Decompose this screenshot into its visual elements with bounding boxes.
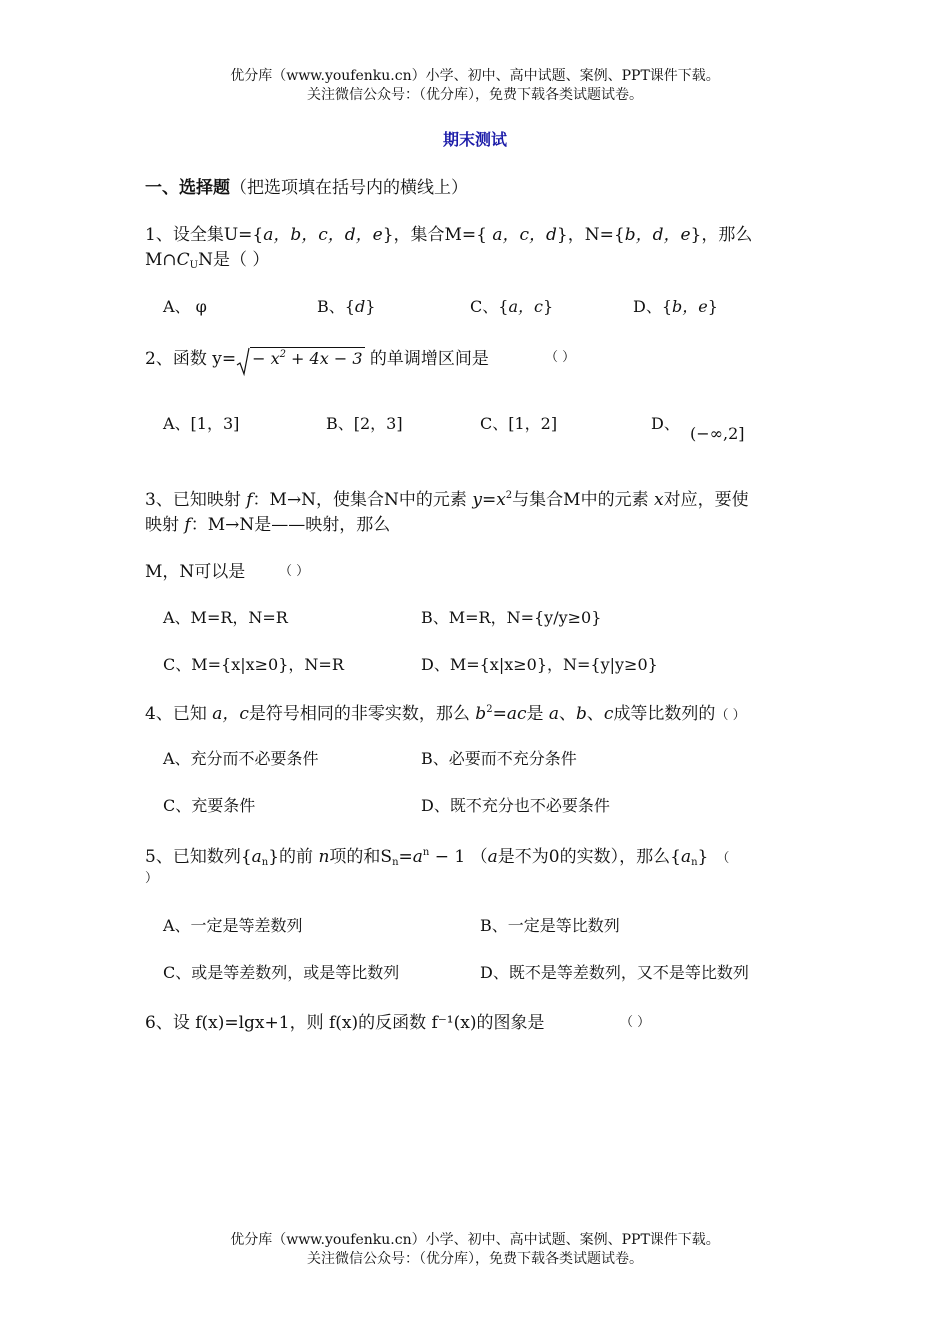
footer-line-2: 关注微信公众号：（优分库），免费下载各类试题试卷。	[307, 1251, 643, 1267]
q5-var: a	[412, 847, 423, 867]
q4-var: ac	[506, 704, 527, 724]
q5-text: 5、已知数列{	[145, 847, 252, 867]
q1-opt-text: C、{	[470, 297, 509, 316]
q3-var: x	[653, 490, 664, 510]
q1-text: N是（ ）	[198, 250, 270, 270]
q5-option-b[interactable]: B、一定是等比数列	[480, 916, 620, 935]
q5-exp: n	[422, 847, 430, 858]
q3-text: =	[481, 490, 497, 510]
q5-var: n	[318, 847, 330, 867]
q2-radicand-part: − x	[252, 349, 280, 368]
q1-opt-text: D、{	[633, 297, 673, 316]
q1-text: 1、设全集U={	[145, 225, 264, 245]
q4-option-c[interactable]: C、充要条件	[163, 796, 256, 815]
q3-option-c[interactable]: C、M={x|x≥0}，N=R	[163, 655, 344, 674]
q4-text: 、	[559, 704, 577, 724]
q4-text: 4、已知	[145, 704, 213, 724]
q1-opt-var: b，e	[672, 297, 708, 316]
q4-exp: 2	[486, 704, 493, 715]
q1-option-d[interactable]	[633, 294, 718, 317]
q2-option-d-value: (−∞,2]	[690, 424, 745, 443]
q3-answer-blank[interactable]: （ ）	[279, 564, 310, 579]
q2-text: 的单调增区间是	[364, 349, 489, 369]
q1-set-n: b，d，e	[624, 225, 691, 245]
q4-option-a[interactable]: A、充分而不必要条件	[163, 749, 319, 768]
q5-sub: n	[691, 857, 698, 868]
question-3-line-3: M，N可以是	[145, 562, 246, 582]
q2-radicand	[250, 347, 364, 368]
q4-var: b	[475, 704, 487, 724]
section-note: （把选项填在括号内的横线上）	[230, 178, 468, 198]
q4-option-b[interactable]: B、必要而不充分条件	[421, 749, 577, 768]
q3-option-b[interactable]: B、M=R，N={y/y≥0}	[421, 608, 602, 627]
q5-answer-blank-close[interactable]: ）	[145, 871, 159, 886]
q5-text: }的前	[268, 847, 319, 867]
q3-option-a[interactable]: A、M=R，N=R	[163, 608, 288, 627]
q3-var: f	[184, 515, 191, 535]
q4-text: 是	[526, 704, 549, 724]
question-3-line-2	[145, 510, 390, 535]
q5-text: }	[697, 847, 709, 867]
q4-text: 成等比数列的	[613, 704, 716, 724]
q1-complement: C	[176, 250, 190, 270]
q1-option-c[interactable]	[470, 294, 553, 317]
section-label: 一、选择题	[145, 178, 230, 198]
q2-radicand-part: + 4x − 3	[285, 349, 363, 368]
q1-opt-var: a，c	[508, 297, 543, 316]
q2-answer-blank[interactable]: （ ）	[545, 350, 576, 365]
q3-text: ：M→N是——映射，那么	[190, 515, 391, 535]
q5-option-a[interactable]: A、一定是等差数列	[163, 916, 303, 935]
question-1-line-2	[145, 245, 269, 271]
question-3-line-1	[145, 485, 749, 510]
q4-answer-blank[interactable]: （ ）	[715, 708, 746, 723]
q3-var: x	[496, 490, 506, 510]
q1-opt-text: B、{	[317, 297, 355, 316]
sqrt-sign-icon	[236, 347, 250, 377]
question-4	[145, 699, 746, 724]
q1-opt-text: }	[365, 297, 376, 316]
q4-text: =	[492, 704, 507, 724]
header-line-1: 优分库（www.youfenku.cn）小学、初中、高中试题、案例、PPT课件下载。	[230, 68, 720, 84]
q1-set-m: a，c，d	[492, 225, 557, 245]
q3-var: y	[472, 490, 482, 510]
section-heading	[145, 173, 468, 198]
q1-text: }，N={	[556, 225, 625, 245]
q2-option-b[interactable]: B、[2，3]	[326, 414, 403, 433]
q5-sub: n	[261, 857, 269, 868]
q5-var: a	[251, 847, 262, 867]
q5-text: 项的和S	[329, 847, 393, 867]
q4-var: a	[548, 704, 560, 724]
page-title: 期末测试	[442, 130, 507, 149]
q1-opt-text: }	[542, 297, 554, 316]
question-1-line-1	[145, 220, 752, 245]
q1-text: }，那么	[690, 225, 753, 245]
q3-text: ：M→N，使集合N中的元素	[252, 490, 473, 510]
q3-text: 映射	[145, 515, 185, 535]
q3-var: f	[246, 490, 253, 510]
q3-option-d[interactable]: D、M={x|x≥0}，N={y|y≥0}	[421, 655, 658, 674]
question-5	[145, 842, 729, 868]
q5-option-d[interactable]: D、既不是等差数列，又不是等比数列	[480, 963, 749, 982]
q2-sqrt-expression	[236, 347, 364, 368]
question-2	[145, 344, 489, 369]
q1-opt-var: d	[354, 297, 366, 316]
q2-text: 2、函数 y=	[145, 349, 237, 369]
q5-text: 是不为0的实数），那么{	[497, 847, 681, 867]
q1-option-b[interactable]	[317, 294, 375, 317]
q5-sub: n	[392, 857, 399, 868]
q1-opt-text: }	[707, 297, 718, 316]
q3-text: 对应，要使	[663, 490, 749, 510]
q4-option-d[interactable]: D、既不充分也不必要条件	[421, 796, 610, 815]
q5-answer-blank-open[interactable]: （	[716, 851, 730, 866]
q2-option-a[interactable]: A、[1，3]	[163, 414, 240, 433]
q3-exp: 2	[505, 490, 513, 501]
q3-text: 与集合M中的元素	[512, 490, 654, 510]
q4-text: 、	[586, 704, 604, 724]
q3-text: 3、已知映射	[145, 490, 247, 510]
q5-option-c[interactable]: C、或是等差数列，或是等比数列	[163, 963, 400, 982]
q4-var: c	[603, 704, 614, 724]
q5-text: − 1 （	[429, 847, 488, 867]
q6-answer-blank[interactable]: （ ）	[620, 1015, 651, 1030]
q1-text: }，集合M={	[382, 225, 493, 245]
q1-option-a[interactable]: A、 φ	[163, 297, 207, 316]
q1-text: M∩	[145, 250, 177, 270]
q1-complement-sub: U	[189, 260, 199, 271]
q2-option-c[interactable]: C、[1，2]	[480, 414, 558, 433]
q5-var: a	[487, 847, 498, 867]
q4-var: a，c	[212, 704, 249, 724]
q2-option-d[interactable]: D、	[651, 414, 680, 433]
question-6: 6、设 f(x)=lgx+1，则 f(x)的反函数 f⁻¹(x)的图象是	[145, 1013, 545, 1033]
footer-line-1: 优分库（www.youfenku.cn）小学、初中、高中试题、案例、PPT课件下载。	[230, 1232, 720, 1248]
q5-var: a	[680, 847, 692, 867]
header-line-2: 关注微信公众号：（优分库），免费下载各类试题试卷。	[307, 87, 643, 103]
q2-radicand-exp: 2	[279, 349, 286, 360]
q5-text: =	[398, 847, 413, 867]
q4-text: 是符号相同的非零实数，那么	[248, 704, 476, 724]
q1-set-u: a，b，c，d，e	[263, 225, 383, 245]
q4-var: b	[576, 704, 587, 724]
